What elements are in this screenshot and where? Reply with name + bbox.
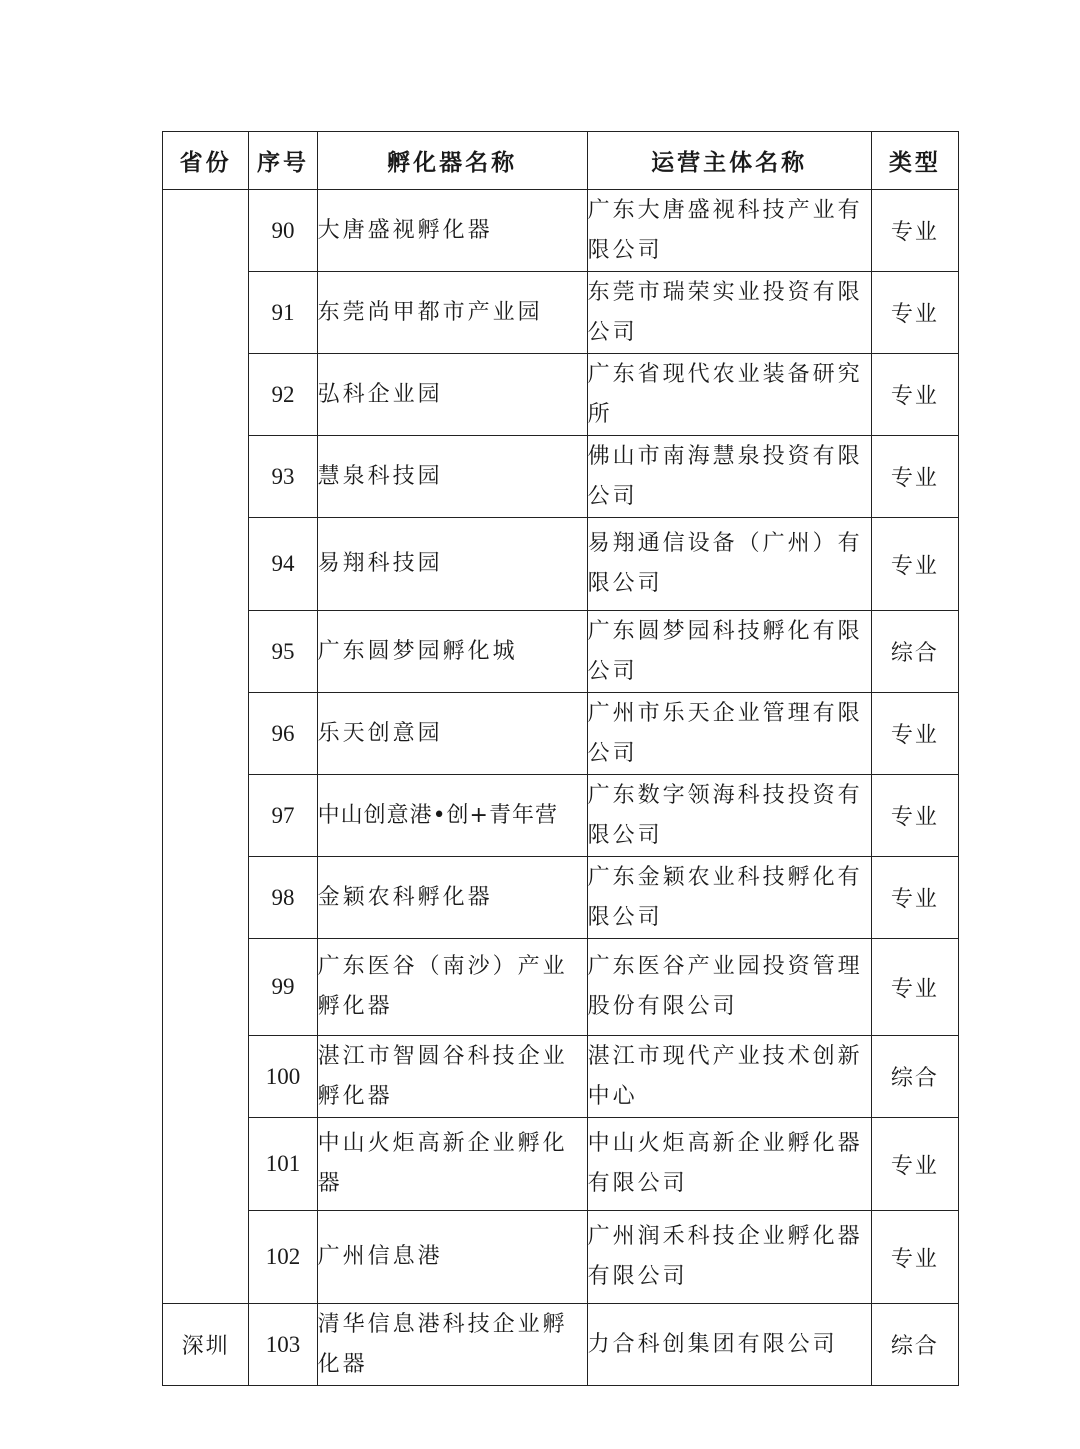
type-cell: 综合 <box>871 611 958 693</box>
table-row <box>163 1304 959 1386</box>
operator-cell: 广东省现代农业装备研究所 <box>587 354 871 436</box>
name-cell: 广州信息港 <box>317 1211 587 1304</box>
header-seq: 序号 <box>249 132 317 190</box>
table-row <box>163 1211 959 1304</box>
type-cell: 专业 <box>871 693 958 775</box>
operator-cell: 广东金颖农业科技孵化有限公司 <box>587 857 871 939</box>
seq-cell: 101 <box>249 1118 317 1211</box>
province-cell <box>163 190 249 1304</box>
table-row <box>163 1118 959 1211</box>
name-cell: 慧泉科技园 <box>317 436 587 518</box>
type-cell: 综合 <box>871 1304 958 1386</box>
name-cell: 清华信息港科技企业孵化器 <box>317 1304 587 1386</box>
operator-cell: 广州市乐天企业管理有限公司 <box>587 693 871 775</box>
header-type: 类型 <box>871 132 958 190</box>
type-cell: 综合 <box>871 1036 958 1118</box>
header-operator: 运营主体名称 <box>587 132 871 190</box>
type-cell: 专业 <box>871 1118 958 1211</box>
table-row <box>163 436 959 518</box>
table-row <box>163 190 959 272</box>
type-cell: 专业 <box>871 775 958 857</box>
name-cell: 广东圆梦园孵化城 <box>317 611 587 693</box>
name-cell: 乐天创意园 <box>317 693 587 775</box>
seq-cell: 93 <box>249 436 317 518</box>
table-row <box>163 1036 959 1118</box>
operator-cell: 广东圆梦园科技孵化有限公司 <box>587 611 871 693</box>
table-row <box>163 693 959 775</box>
name-cell: 弘科企业园 <box>317 354 587 436</box>
seq-cell: 94 <box>249 518 317 611</box>
operator-cell: 力合科创集团有限公司 <box>587 1304 871 1386</box>
seq-cell: 98 <box>249 857 317 939</box>
seq-cell: 99 <box>249 939 317 1036</box>
seq-cell: 92 <box>249 354 317 436</box>
name-cell: 大唐盛视孵化器 <box>317 190 587 272</box>
operator-cell: 湛江市现代产业技术创新中心 <box>587 1036 871 1118</box>
operator-cell: 广东数字领海科技投资有限公司 <box>587 775 871 857</box>
name-cell: 湛江市智圆谷科技企业孵化器 <box>317 1036 587 1118</box>
type-cell: 专业 <box>871 857 958 939</box>
seq-cell: 103 <box>249 1304 317 1386</box>
seq-cell: 100 <box>249 1036 317 1118</box>
operator-cell: 东莞市瑞荣实业投资有限公司 <box>587 272 871 354</box>
name-cell: 易翔科技园 <box>317 518 587 611</box>
incubator-table <box>162 131 959 1386</box>
table-row <box>163 518 959 611</box>
header-name: 孵化器名称 <box>317 132 587 190</box>
type-cell: 专业 <box>871 939 958 1036</box>
seq-cell: 95 <box>249 611 317 693</box>
table-row <box>163 775 959 857</box>
seq-cell: 96 <box>249 693 317 775</box>
name-cell: 广东医谷（南沙）产业孵化器 <box>317 939 587 1036</box>
operator-cell: 易翔通信设备（广州）有限公司 <box>587 518 871 611</box>
name-cell: 东莞尚甲都市产业园 <box>317 272 587 354</box>
table-row <box>163 354 959 436</box>
operator-cell: 广东医谷产业园投资管理股份有限公司 <box>587 939 871 1036</box>
name-cell: 中山火炬高新企业孵化器 <box>317 1118 587 1211</box>
name-cell: 金颖农科孵化器 <box>317 857 587 939</box>
operator-cell: 广州润禾科技企业孵化器有限公司 <box>587 1211 871 1304</box>
seq-cell: 97 <box>249 775 317 857</box>
type-cell: 专业 <box>871 190 958 272</box>
name-cell: 中山创意港•创+青年营 <box>317 775 587 857</box>
province-cell: 深圳 <box>163 1304 249 1386</box>
table-row <box>163 611 959 693</box>
table-row <box>163 272 959 354</box>
table-header-row <box>163 132 959 190</box>
operator-cell: 广东大唐盛视科技产业有限公司 <box>587 190 871 272</box>
seq-cell: 91 <box>249 272 317 354</box>
operator-cell: 中山火炬高新企业孵化器有限公司 <box>587 1118 871 1211</box>
type-cell: 专业 <box>871 272 958 354</box>
operator-cell: 佛山市南海慧泉投资有限公司 <box>587 436 871 518</box>
type-cell: 专业 <box>871 354 958 436</box>
seq-cell: 102 <box>249 1211 317 1304</box>
table-row <box>163 939 959 1036</box>
type-cell: 专业 <box>871 518 958 611</box>
table-row <box>163 857 959 939</box>
seq-cell: 90 <box>249 190 317 272</box>
type-cell: 专业 <box>871 1211 958 1304</box>
header-province: 省份 <box>163 132 249 190</box>
type-cell: 专业 <box>871 436 958 518</box>
